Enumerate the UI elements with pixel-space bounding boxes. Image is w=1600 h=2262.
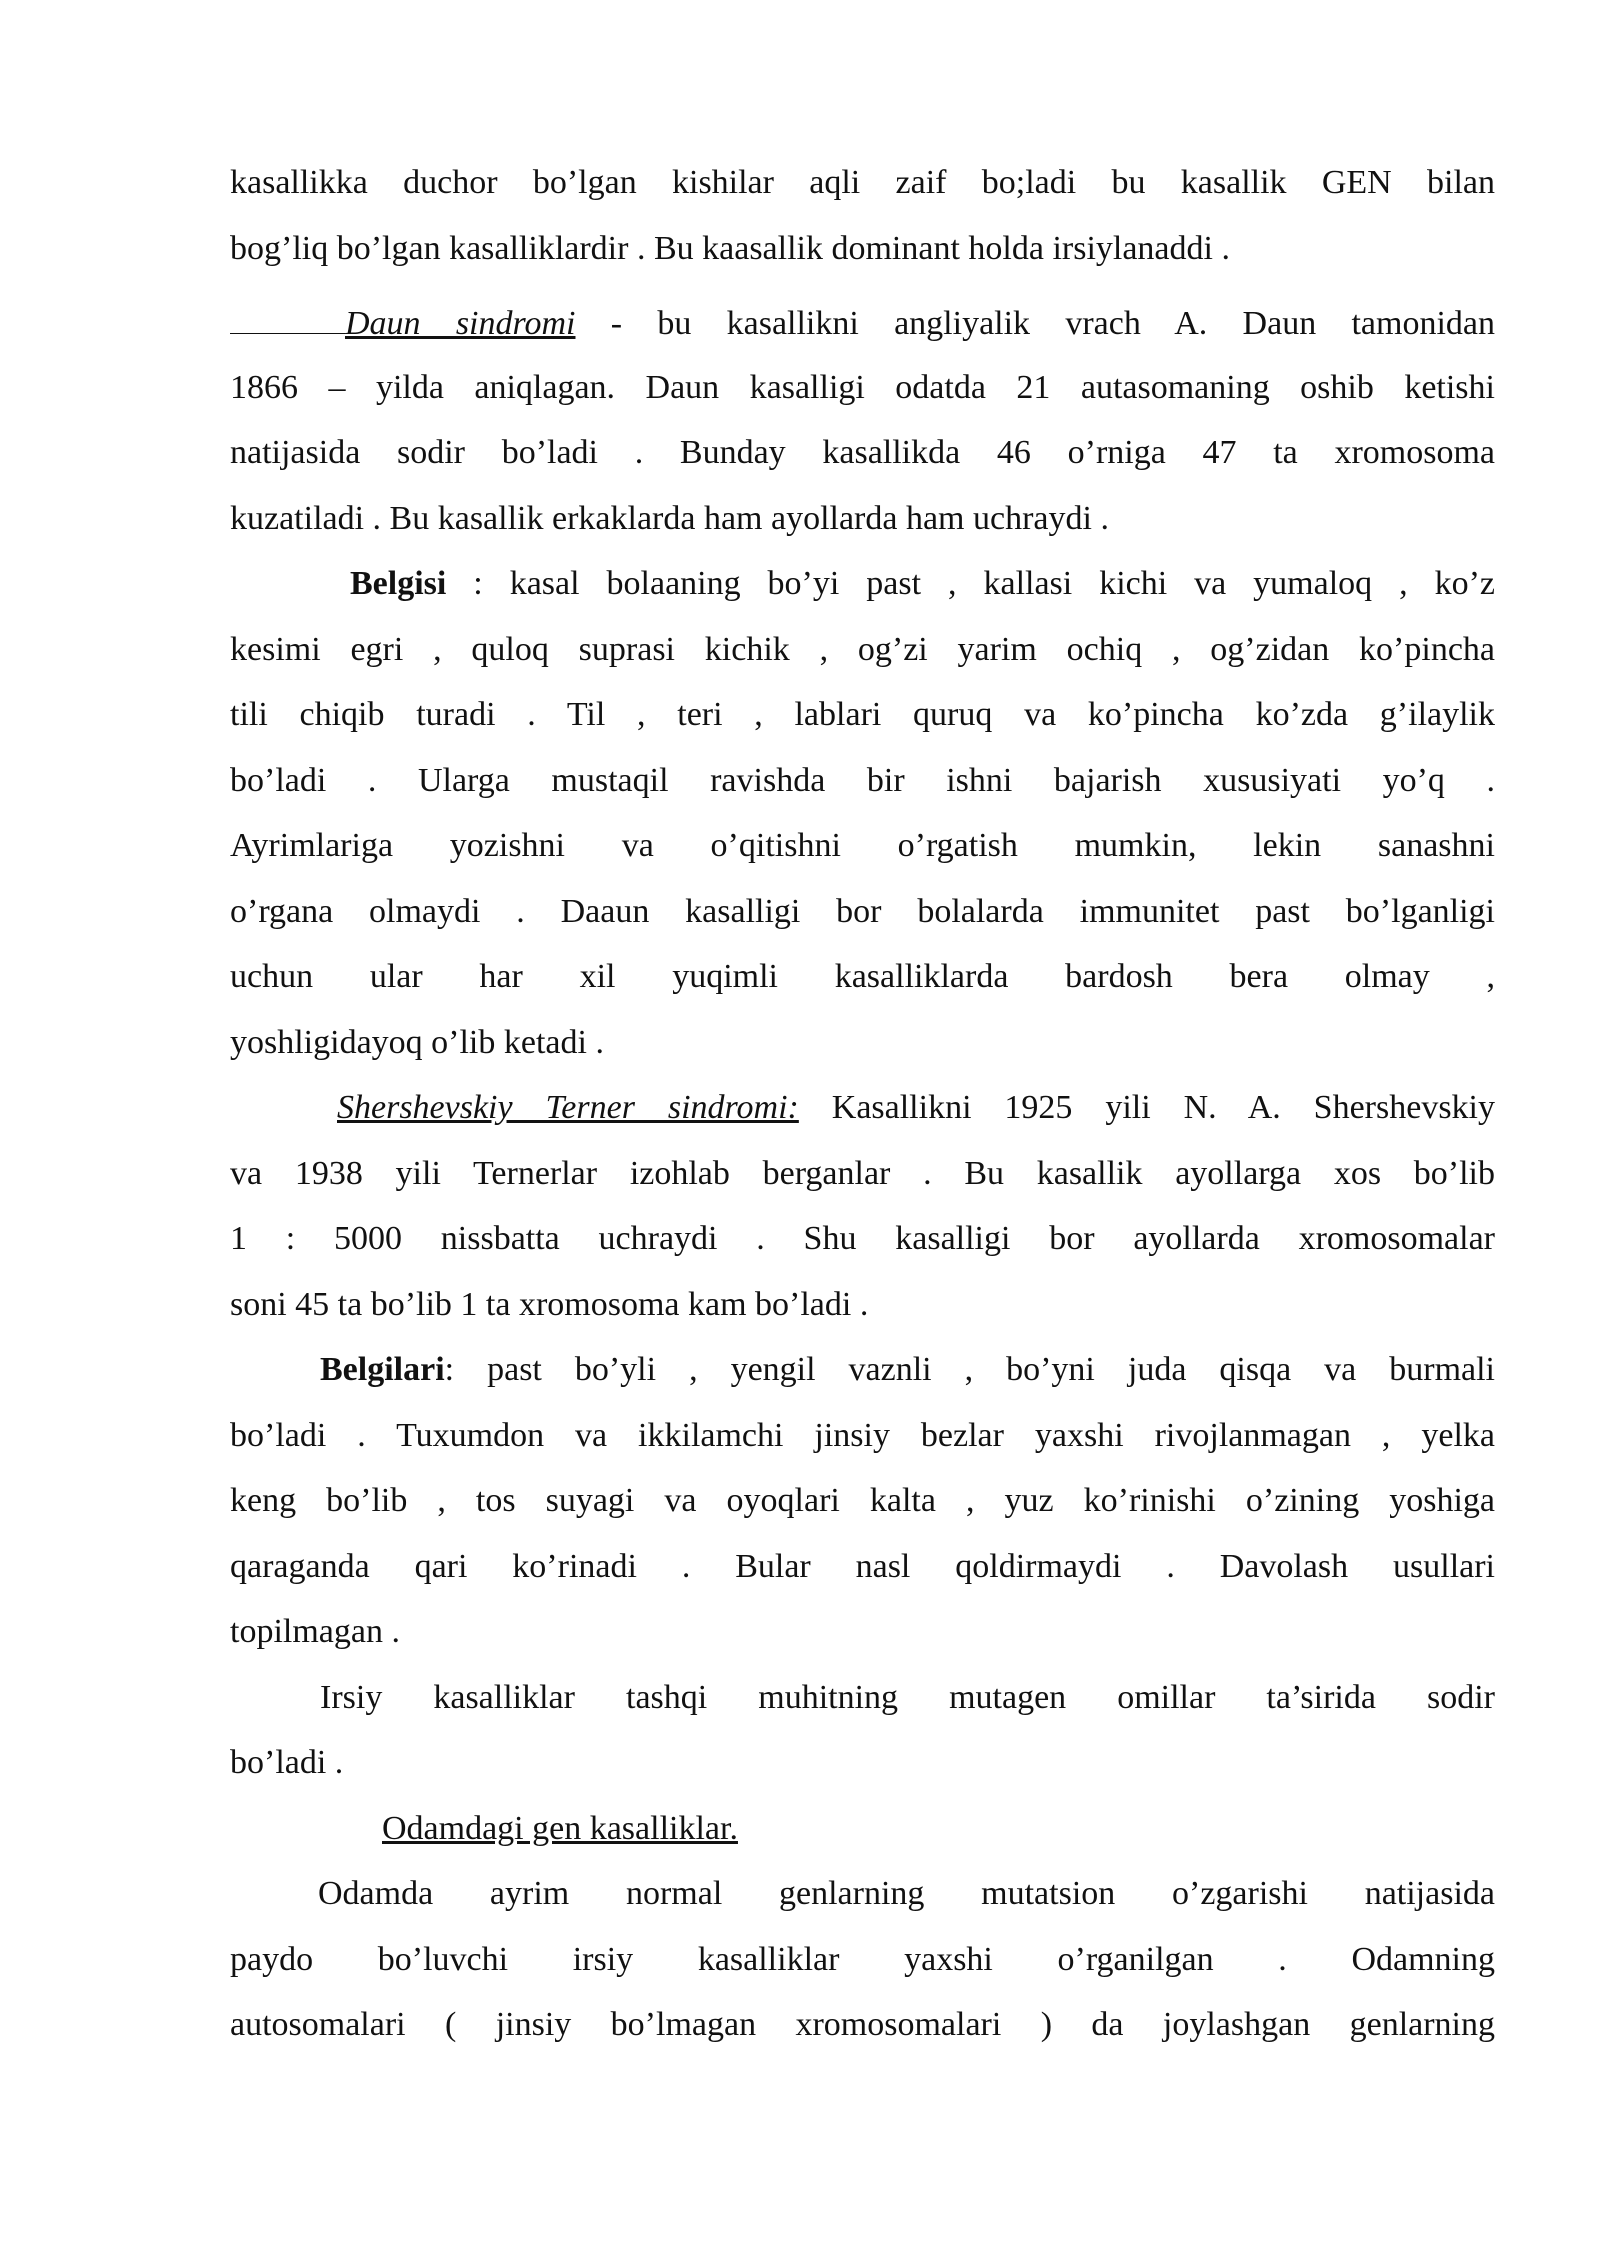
paragraph-line: o’rgana olmaydi . Daaun kasalligi bor bolalarda immunitet past bo’lganligi	[230, 892, 1495, 930]
paragraph-line	[230, 289, 1495, 355]
paragraph-line: natijasida sodir bo’ladi . Bunday kasallikda 46 o’rniga 47 ta xromosoma	[230, 434, 1495, 471]
section-title-daun: Daun sindromi	[345, 305, 576, 342]
paragraph-text: : kasal bolaaning bo’yi past , kallasi kichi va yumaloq , ko’z	[446, 565, 1495, 602]
paragraph-line: soni 45 ta bo’lib 1 ta xromosoma kam bo’ladi .	[230, 1285, 869, 1323]
paragraph-line	[230, 1337, 1495, 1403]
paragraph-line	[230, 1796, 1495, 1862]
paragraph-line: bo’ladi . Tuxumdon va ikkilamchi jinsiy bezlar yaxshi rivojlanmagan , yelka	[230, 1416, 1495, 1454]
heading-belgilari: Belgilari	[320, 1351, 445, 1388]
paragraph-line: tili chiqib turadi . Til , teri , lablari quruq va ko’pincha ko’zda g’ilaylik	[230, 696, 1495, 733]
paragraph-line: 1866 – yilda aniqlagan. Daun kasalligi odatda 21 autasomaning oshib ketishi	[230, 368, 1495, 406]
paragraph-line: kasallikka duchor bo’lgan kishilar aqli zaif bo;ladi bu kasallik GEN bilan	[230, 164, 1495, 201]
paragraph-text: Kasallikni 1925 yili N. A. Shershevskiy	[798, 1089, 1495, 1126]
paragraph-line	[230, 551, 1495, 617]
paragraph-line: Odamda ayrim normal genlarning mutatsion o’zgarishi natijasida	[318, 1875, 1495, 1912]
paragraph-line: autosomalari ( jinsiy bo’lmagan xromosomalari ) da joylashgan genlarning	[230, 2006, 1495, 2043]
section-heading-gen-kasalliklar: Odamdagi gen kasalliklar.	[382, 1809, 738, 1847]
paragraph-line	[230, 1075, 1495, 1141]
paragraph-line: Ayrimlariga yozishni va o’qitishni o’rgatish mumkin, lekin sanashni	[230, 827, 1495, 864]
paragraph-line: bog’liq bo’lgan kasalliklardir . Bu kaasallik dominant holda irsiylanaddi .	[230, 229, 1230, 267]
indent-underline-rule	[230, 289, 345, 334]
paragraph-text: : past bo’yli , yengil vaznli , bo’yni juda qisqa va burmali	[444, 1351, 1495, 1388]
paragraph-line: uchun ular har xil yuqimli kasalliklarda bardosh bera olmay ,	[230, 958, 1495, 995]
paragraph-line: qaraganda qari ko’rinadi . Bular nasl qoldirmaydi . Davolash usullari	[230, 1547, 1495, 1585]
paragraph-line: topilmagan .	[230, 1613, 400, 1650]
section-title-shershevskiy: Shershevskiy Terner sindromi:	[337, 1089, 799, 1126]
document-body	[230, 150, 1495, 2058]
paragraph-line: yoshligidayoq o’lib ketadi .	[230, 1023, 604, 1061]
paragraph-line: 1 : 5000 nissbatta uchraydi . Shu kasalligi bor ayollarda xromosomalar	[230, 1220, 1495, 1257]
paragraph-line: paydo bo’luvchi irsiy kasalliklar yaxshi o’rganilgan . Odamning	[230, 1940, 1495, 1978]
paragraph-text: - bu kasallikni angliyalik vrach A. Daun tamonidan	[575, 305, 1495, 342]
paragraph-line: va 1938 yili Ternerlar izohlab berganlar . Bu kasallik ayollarga xos bo’lib	[230, 1154, 1495, 1192]
paragraph-line: keng bo’lib , tos suyagi va oyoqlari kalta , yuz ko’rinishi o’zining yoshiga	[230, 1482, 1495, 1519]
paragraph-line: bo’ladi .	[230, 1744, 344, 1781]
paragraph-line: kesimi egri , quloq suprasi kichik , og’zi yarim ochiq , og’zidan ko’pincha	[230, 630, 1495, 668]
paragraph-line: kuzatiladi . Bu kasallik erkaklarda ham ayollarda ham uchraydi .	[230, 499, 1109, 537]
paragraph-line: Irsiy kasalliklar tashqi muhitning mutagen omillar ta’sirida sodir	[320, 1678, 1495, 1716]
paragraph-line: bo’ladi . Ularga mustaqil ravishda bir ishni bajarish xususiyati yo’q .	[230, 761, 1495, 799]
heading-belgisi: Belgisi	[350, 565, 447, 602]
